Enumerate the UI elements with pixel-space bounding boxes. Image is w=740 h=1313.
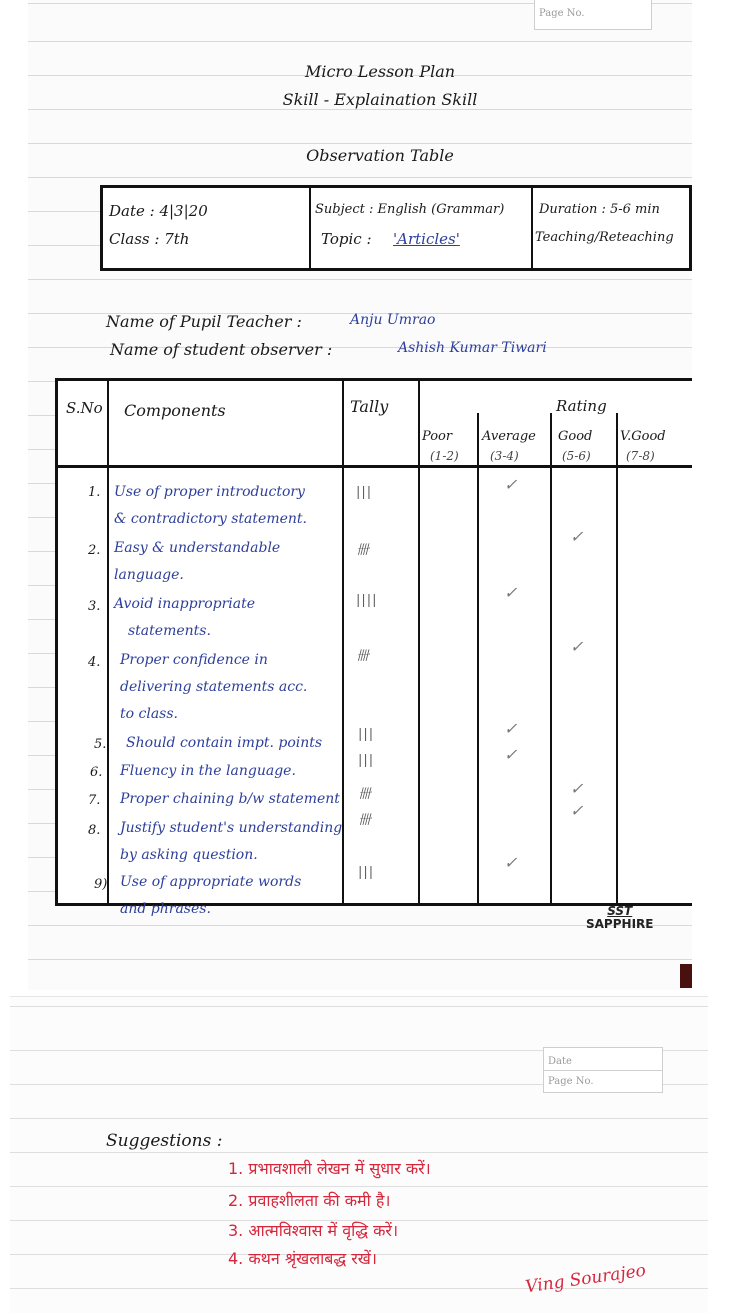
header-vgood: V.Good — [620, 429, 666, 444]
tally-mark: 卌 — [358, 787, 373, 802]
row-component — [120, 869, 350, 923]
suggestion-item: 4. कथन श्रृंखलाबद्ध रखें। — [228, 1249, 377, 1268]
topic-label: Topic : — [321, 230, 372, 248]
tally-mark: ||| — [358, 753, 375, 768]
info-cell-date-class — [103, 188, 311, 268]
component-line: and phrases. — [120, 901, 211, 917]
tally-mark: ||| — [358, 727, 375, 742]
component-line: Use of appropriate words — [120, 874, 302, 890]
tally-mark: ||| — [356, 485, 373, 500]
component-line: statements. — [128, 623, 211, 639]
date-page-box — [543, 1047, 663, 1093]
tick-mark: ✓ — [570, 637, 584, 656]
header-average: Average — [482, 429, 536, 444]
class-text: Class : 7th — [109, 230, 190, 248]
column-divider — [550, 413, 552, 903]
header-poor-range: (1-2) — [430, 449, 459, 463]
page-number-label: Page No. — [548, 1076, 594, 1087]
date-label: Date — [548, 1056, 572, 1067]
header-good: Good — [558, 429, 593, 444]
tally-mark: 卌 — [356, 649, 371, 664]
duration-text: Duration : 5-6 min — [539, 202, 660, 217]
column-divider — [477, 413, 479, 903]
component-line: Proper chaining b/w statement — [120, 791, 340, 807]
component-line: delivering statements acc. — [120, 679, 308, 695]
date-box-divider — [544, 1070, 662, 1071]
row-number: 3. — [88, 599, 101, 614]
tally-mark: ||| — [358, 865, 375, 880]
header-rating: Rating — [556, 397, 607, 415]
brand-name: SAPPHIRE — [586, 917, 654, 931]
observer-name: Ashish Kumar Tiwari — [398, 340, 547, 356]
page-number-box — [534, 0, 652, 30]
component-line: Use of proper introductory — [114, 484, 305, 500]
row-component — [120, 758, 350, 785]
plan-title: Micro Lesson Plan — [304, 62, 456, 81]
tally-mark: |||| — [356, 593, 378, 608]
row-number: 5. — [94, 737, 107, 752]
header-good-range: (5-6) — [562, 449, 591, 463]
tick-mark: ✓ — [504, 475, 518, 494]
header-divider — [58, 465, 692, 468]
signature: Ving Sourajeo — [524, 1260, 648, 1298]
tick-mark: ✓ — [570, 779, 584, 798]
info-cell-duration — [533, 188, 693, 268]
tick-mark: ✓ — [504, 853, 518, 872]
row-component — [120, 647, 350, 728]
subject-text: Subject : English (Grammar) — [315, 202, 505, 217]
tally-mark: 卌 — [356, 543, 371, 558]
component-line: by asking question. — [120, 847, 258, 863]
header-average-range: (3-4) — [490, 449, 519, 463]
pupil-teacher-name: Anju Umrao — [350, 312, 436, 328]
tick-mark: ✓ — [504, 583, 518, 602]
row-number: 6. — [90, 765, 103, 780]
tally-mark: 卌 — [358, 813, 373, 828]
row-number: 1. — [88, 485, 101, 500]
lesson-info-box — [100, 185, 692, 271]
component-line: & contradictory statement. — [114, 511, 307, 527]
date-text: Date : 4|3|20 — [109, 202, 208, 220]
page-number-label: Page No. — [539, 8, 585, 19]
component-line: to class. — [120, 706, 178, 722]
topic-value: 'Articles' — [393, 230, 460, 248]
row-number: 7. — [88, 793, 101, 808]
pupil-teacher-label: Name of Pupil Teacher : — [106, 312, 302, 331]
suggestion-item: 1. प्रभावशाली लेखन में सुधार करें। — [228, 1159, 431, 1178]
component-line: Fluency in the language. — [120, 763, 296, 779]
row-component — [126, 730, 356, 757]
header-poor: Poor — [422, 429, 453, 444]
skill-title: Skill - Explaination Skill — [282, 90, 478, 109]
header-vgood-range: (7-8) — [626, 449, 655, 463]
observer-label: Name of student observer : — [110, 340, 333, 359]
teaching-mode-text: Teaching/Reteaching — [535, 230, 674, 245]
header-components: Components — [124, 401, 226, 420]
column-divider — [418, 381, 420, 903]
tick-mark: ✓ — [504, 719, 518, 738]
brand-top: SST — [607, 904, 633, 918]
component-line: language. — [114, 567, 184, 583]
tick-mark: ✓ — [504, 745, 518, 764]
row-component — [114, 591, 344, 645]
tick-mark: ✓ — [570, 527, 584, 546]
suggestion-item: 3. आत्मविश्वास में वृद्धि करें। — [228, 1221, 399, 1240]
notebook-brand-logo — [586, 905, 653, 931]
suggestion-item: 2. प्रवाहशीलता की कमी है। — [228, 1191, 391, 1210]
row-number: 2. — [88, 543, 101, 558]
suggestions-title: Suggestions : — [106, 1131, 223, 1151]
column-divider — [616, 413, 618, 903]
column-divider — [107, 381, 109, 903]
component-line: Avoid inappropriate — [114, 596, 256, 612]
component-line: Should contain impt. points — [126, 735, 323, 751]
row-component — [120, 815, 350, 869]
page-edge-shadow — [680, 964, 692, 988]
header-tally: Tally — [350, 397, 389, 416]
row-component — [120, 786, 350, 813]
component-line: Justify student's understanding — [120, 820, 343, 836]
row-number: 9) — [94, 877, 108, 892]
row-component — [114, 479, 344, 533]
row-component — [114, 535, 344, 589]
info-cell-subject-topic — [311, 188, 533, 268]
tick-mark: ✓ — [570, 801, 584, 820]
component-line: Proper confidence in — [120, 652, 268, 668]
notebook-page-2 — [10, 996, 708, 1313]
component-line: Easy & understandable — [114, 540, 281, 556]
header-sno: S.No — [66, 399, 103, 417]
observation-title: Observation Table — [306, 146, 454, 165]
row-number: 8. — [88, 823, 101, 838]
row-number: 4. — [88, 655, 101, 670]
